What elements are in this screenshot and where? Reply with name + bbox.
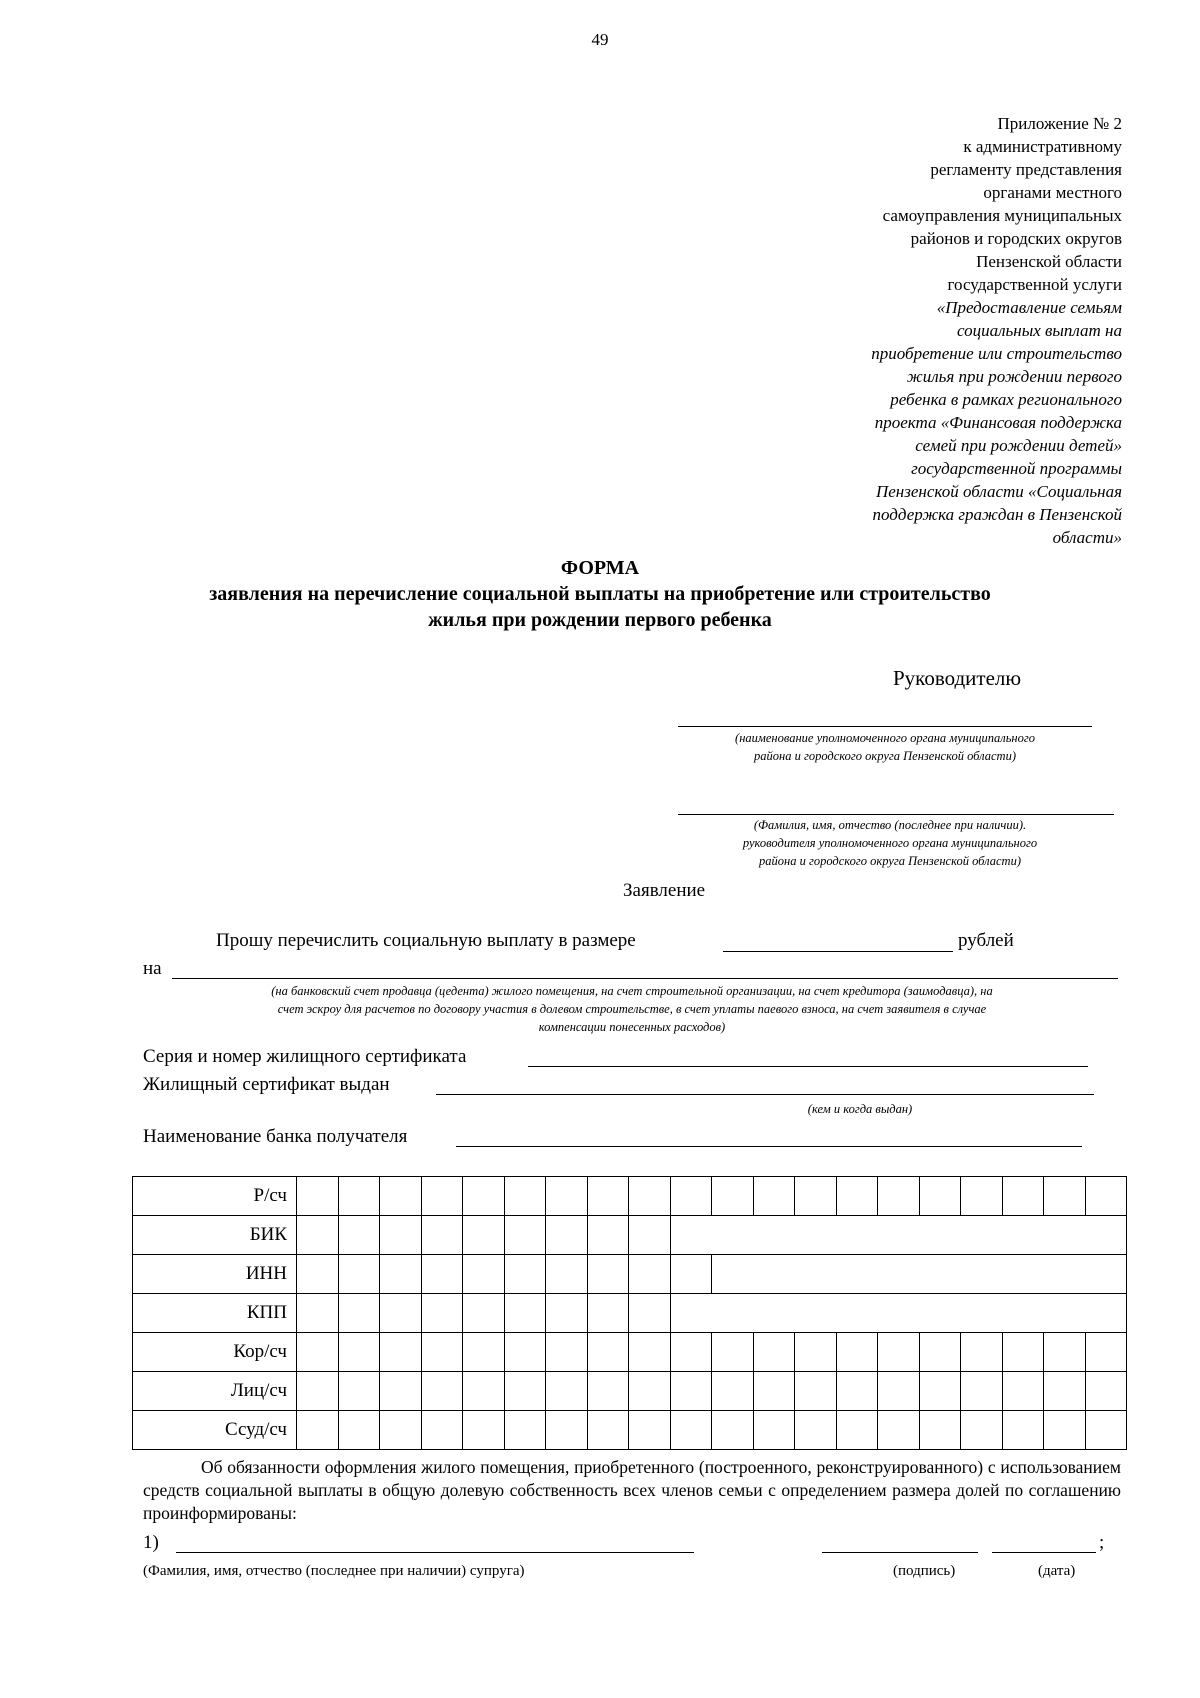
- digit-cell[interactable]: [878, 1333, 920, 1372]
- digit-cell[interactable]: [587, 1294, 629, 1333]
- digit-cell[interactable]: [795, 1333, 837, 1372]
- digit-cell[interactable]: [297, 1411, 339, 1450]
- digit-cell[interactable]: [670, 1372, 712, 1411]
- form-title-line1: ФОРМА: [560, 557, 640, 579]
- page-number: 49: [591, 30, 609, 49]
- form-title: [0, 555, 1200, 633]
- date-caption: (дата): [1038, 1563, 1076, 1579]
- empty-cell-span: [670, 1294, 1127, 1333]
- digit-cell[interactable]: [629, 1216, 671, 1255]
- certificate-issued-field[interactable]: [436, 1094, 1094, 1095]
- bank-row: [133, 1216, 1127, 1255]
- digit-cell[interactable]: [670, 1177, 712, 1216]
- digit-cell[interactable]: [338, 1411, 380, 1450]
- digit-cell[interactable]: [463, 1255, 505, 1294]
- digit-cell[interactable]: [338, 1255, 380, 1294]
- digit-cell[interactable]: [504, 1333, 546, 1372]
- appendix-italic-line: жилья при рождении первого: [906, 367, 1122, 386]
- digit-cell[interactable]: [297, 1294, 339, 1333]
- digit-cell[interactable]: [380, 1411, 422, 1450]
- bank-row: [133, 1177, 1127, 1216]
- digit-cell[interactable]: [1044, 1411, 1086, 1450]
- digit-cell[interactable]: [1085, 1333, 1127, 1372]
- authority-name-field[interactable]: [678, 726, 1092, 727]
- digit-cell[interactable]: [504, 1294, 546, 1333]
- digit-cell[interactable]: [297, 1333, 339, 1372]
- certificate-issued-label: Жилищный сертификат выдан: [143, 1074, 390, 1095]
- digit-cell[interactable]: [670, 1255, 712, 1294]
- digit-cell[interactable]: [546, 1294, 588, 1333]
- recipient-prefix: на: [143, 958, 162, 979]
- appendix-italic-line: «Предоставление семьям: [936, 298, 1122, 317]
- digit-cell[interactable]: [546, 1333, 588, 1372]
- digit-cell[interactable]: [1002, 1372, 1044, 1411]
- appendix-line: Приложение № 2: [997, 114, 1122, 133]
- recipient-caption: (на банковский счет продавца (цедента) жилого помещения, на счет строительной организации, на счет кредитора (заимодавца), на счет эскроу для расчетов по договору участия в долевом строительстве, в счет уплаты паевого взноса, на счет заявителя в случае компенсации понесенных расходов): [271, 984, 993, 1034]
- bank-name-field[interactable]: [456, 1146, 1082, 1147]
- digit-cell[interactable]: [587, 1372, 629, 1411]
- digit-cell[interactable]: [421, 1177, 463, 1216]
- bank-row: [133, 1255, 1127, 1294]
- digit-cell[interactable]: [338, 1372, 380, 1411]
- digit-cell[interactable]: [297, 1177, 339, 1216]
- empty-cell-span: [670, 1216, 1127, 1255]
- digit-cell[interactable]: [1044, 1333, 1086, 1372]
- digit-cell[interactable]: [836, 1372, 878, 1411]
- digit-cell[interactable]: [421, 1294, 463, 1333]
- digit-cell[interactable]: [878, 1372, 920, 1411]
- signature-end-mark: ;: [1099, 1532, 1105, 1553]
- form-title-line3: жилья при рождении первого ребенка: [428, 609, 772, 631]
- spouse-name-caption: (Фамилия, имя, отчество (последнее при наличии) супруга): [143, 1563, 525, 1579]
- digit-cell[interactable]: [629, 1177, 671, 1216]
- appendix-line: регламенту представления: [930, 160, 1122, 179]
- appendix-italic-line: ребенка в рамках регионального: [890, 390, 1122, 409]
- digit-cell[interactable]: [629, 1255, 671, 1294]
- digit-cell[interactable]: [919, 1177, 961, 1216]
- digit-cell[interactable]: [753, 1411, 795, 1450]
- bank-row-label: КПП: [133, 1294, 297, 1333]
- digit-cell[interactable]: [836, 1333, 878, 1372]
- digit-cell[interactable]: [795, 1177, 837, 1216]
- signature-caption: (подпись): [893, 1563, 956, 1579]
- digit-cell[interactable]: [587, 1333, 629, 1372]
- digit-cell[interactable]: [587, 1411, 629, 1450]
- digit-cell[interactable]: [1085, 1411, 1127, 1450]
- digit-cell[interactable]: [753, 1333, 795, 1372]
- request-text: Прошу перечислить социальную выплату в размере: [216, 930, 636, 951]
- digit-cell[interactable]: [463, 1216, 505, 1255]
- addressee-label: Руководителю: [893, 666, 1022, 690]
- appendix-line: государственной услуги: [947, 275, 1122, 294]
- notice-paragraph: [143, 1456, 1121, 1525]
- digit-cell[interactable]: [961, 1177, 1003, 1216]
- digit-cell[interactable]: [878, 1411, 920, 1450]
- certificate-issued-caption: (кем и когда выдан): [807, 1102, 913, 1116]
- digit-cell[interactable]: [297, 1372, 339, 1411]
- statement-heading: Заявление: [623, 880, 706, 901]
- digit-cell[interactable]: [546, 1411, 588, 1450]
- appendix-line: самоуправления муниципальных: [882, 206, 1122, 225]
- digit-cell[interactable]: [546, 1372, 588, 1411]
- digit-cell[interactable]: [463, 1411, 505, 1450]
- digit-cell[interactable]: [961, 1411, 1003, 1450]
- signature-field[interactable]: [822, 1552, 978, 1553]
- appendix-line: к административному: [963, 137, 1122, 156]
- digit-cell[interactable]: [338, 1177, 380, 1216]
- appendix-line: Пензенской области: [976, 252, 1122, 271]
- bank-row-label: ИНН: [133, 1255, 297, 1294]
- form-title-line2: заявления на перечисление социальной выплаты на приобретение или строительство: [209, 583, 991, 605]
- digit-cell[interactable]: [961, 1333, 1003, 1372]
- appendix-italic-line: семей при рождении детей»: [915, 436, 1122, 455]
- digit-cell[interactable]: [795, 1372, 837, 1411]
- digit-cell[interactable]: [1044, 1372, 1086, 1411]
- digit-cell[interactable]: [919, 1333, 961, 1372]
- digit-cell[interactable]: [504, 1411, 546, 1450]
- signature-number: 1): [143, 1532, 159, 1553]
- digit-cell[interactable]: [504, 1372, 546, 1411]
- digit-cell[interactable]: [297, 1255, 339, 1294]
- digit-cell[interactable]: [421, 1372, 463, 1411]
- digit-cell[interactable]: [546, 1255, 588, 1294]
- digit-cell[interactable]: [546, 1177, 588, 1216]
- digit-cell[interactable]: [380, 1177, 422, 1216]
- digit-cell[interactable]: [1085, 1177, 1127, 1216]
- digit-cell[interactable]: [380, 1333, 422, 1372]
- bank-row-label: Лиц/сч: [133, 1372, 297, 1411]
- digit-cell[interactable]: [712, 1372, 754, 1411]
- digit-cell[interactable]: [629, 1372, 671, 1411]
- bank-row-label: БИК: [133, 1216, 297, 1255]
- notice-text: Об обязанности оформления жилого помещения, приобретенного (построенного, реконструированного) с использованием средств социальной выплаты в общую долевую собственность всех членов семьи с определением размера долей по соглашению проинформированы:: [143, 1457, 1121, 1523]
- digit-cell[interactable]: [795, 1411, 837, 1450]
- bank-name-label: Наименование банка получателя: [143, 1126, 408, 1147]
- digit-cell[interactable]: [504, 1255, 546, 1294]
- digit-cell[interactable]: [836, 1177, 878, 1216]
- digit-cell[interactable]: [421, 1411, 463, 1450]
- bank-row: [133, 1294, 1127, 1333]
- currency-label: рублей: [958, 930, 1014, 951]
- digit-cell[interactable]: [297, 1216, 339, 1255]
- appendix-line: органами местного: [983, 183, 1122, 202]
- digit-cell[interactable]: [380, 1372, 422, 1411]
- bank-row-label: Ссуд/сч: [133, 1411, 297, 1450]
- bank-row: [133, 1333, 1127, 1372]
- certificate-number-field[interactable]: [528, 1066, 1088, 1067]
- appendix-italic-line: области»: [1052, 528, 1122, 547]
- digit-cell[interactable]: [463, 1333, 505, 1372]
- digit-cell[interactable]: [670, 1333, 712, 1372]
- recipient-account-field[interactable]: [172, 978, 1118, 979]
- digit-cell[interactable]: [1085, 1372, 1127, 1411]
- digit-cell[interactable]: [670, 1411, 712, 1450]
- digit-cell[interactable]: [421, 1255, 463, 1294]
- digit-cell[interactable]: [629, 1411, 671, 1450]
- appendix-italic-line: социальных выплат на: [957, 321, 1122, 340]
- appendix-line: районов и городских округов: [910, 229, 1122, 248]
- digit-cell[interactable]: [1044, 1177, 1086, 1216]
- digit-cell[interactable]: [753, 1372, 795, 1411]
- head-name-caption: (Фамилия, имя, отчество (последнее при наличии). руководителя уполномоченного органа муниципального района и городского округа Пензенской области): [742, 818, 1038, 868]
- appendix-italic-line: Пензенской области «Социальная: [875, 482, 1122, 501]
- digit-cell[interactable]: [587, 1177, 629, 1216]
- bank-row: [133, 1372, 1127, 1411]
- bank-details-table: [132, 1176, 1127, 1450]
- digit-cell[interactable]: [919, 1372, 961, 1411]
- appendix-italic-line: приобретение или строительство: [871, 344, 1122, 363]
- digit-cell[interactable]: [712, 1177, 754, 1216]
- appendix-italic-line: государственной программы: [911, 459, 1122, 478]
- digit-cell[interactable]: [1002, 1333, 1044, 1372]
- digit-cell[interactable]: [421, 1216, 463, 1255]
- digit-cell[interactable]: [421, 1333, 463, 1372]
- appendix-italic-line: проекта «Финансовая поддержка: [874, 413, 1122, 432]
- digit-cell[interactable]: [338, 1294, 380, 1333]
- digit-cell[interactable]: [629, 1333, 671, 1372]
- spouse-name-field[interactable]: [176, 1552, 694, 1553]
- digit-cell[interactable]: [546, 1216, 588, 1255]
- head-name-field[interactable]: [678, 814, 1114, 815]
- bank-row-label: Кор/сч: [133, 1333, 297, 1372]
- digit-cell[interactable]: [753, 1177, 795, 1216]
- digit-cell[interactable]: [1002, 1411, 1044, 1450]
- digit-cell[interactable]: [587, 1216, 629, 1255]
- digit-cell[interactable]: [463, 1294, 505, 1333]
- digit-cell[interactable]: [919, 1411, 961, 1450]
- digit-cell[interactable]: [504, 1177, 546, 1216]
- authority-name-caption: (наименование уполномоченного органа муниципального района и городского округа Пензенской области): [735, 731, 1035, 763]
- digit-cell[interactable]: [504, 1216, 546, 1255]
- digit-cell[interactable]: [338, 1333, 380, 1372]
- digit-cell[interactable]: [712, 1333, 754, 1372]
- digit-cell[interactable]: [1002, 1177, 1044, 1216]
- digit-cell[interactable]: [380, 1216, 422, 1255]
- digit-cell[interactable]: [587, 1255, 629, 1294]
- bank-row-label: Р/сч: [133, 1177, 297, 1216]
- digit-cell[interactable]: [463, 1372, 505, 1411]
- digit-cell[interactable]: [878, 1177, 920, 1216]
- appendix-italic-line: поддержка граждан в Пензенской: [872, 505, 1122, 524]
- bank-row: [133, 1411, 1127, 1450]
- date-field[interactable]: [992, 1552, 1096, 1553]
- digit-cell[interactable]: [961, 1372, 1003, 1411]
- digit-cell[interactable]: [836, 1411, 878, 1450]
- empty-cell-span: [712, 1255, 1127, 1294]
- digit-cell[interactable]: [712, 1411, 754, 1450]
- digit-cell[interactable]: [338, 1216, 380, 1255]
- digit-cell[interactable]: [629, 1294, 671, 1333]
- digit-cell[interactable]: [380, 1294, 422, 1333]
- amount-field[interactable]: [723, 951, 953, 952]
- certificate-number-label: Серия и номер жилищного сертификата: [143, 1046, 467, 1067]
- digit-cell[interactable]: [380, 1255, 422, 1294]
- appendix-block: [702, 112, 1122, 549]
- digit-cell[interactable]: [463, 1177, 505, 1216]
